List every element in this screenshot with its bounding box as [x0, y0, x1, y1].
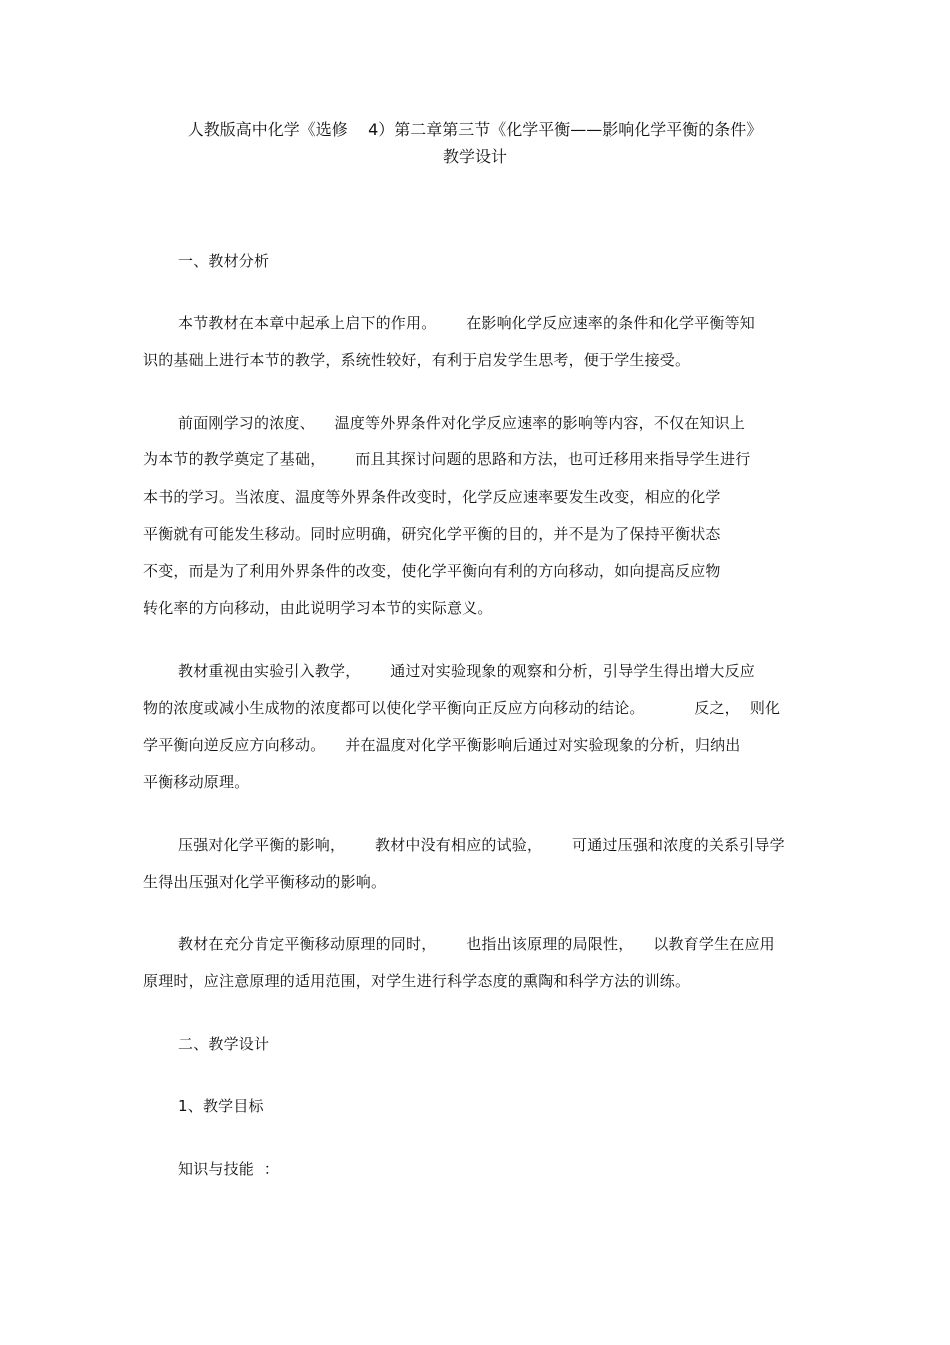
paragraph-3-line-3: 学平衡向逆反应方向移动。 并在温度对化学平衡影响后通过对实验现象的分析，归纳出: [143, 736, 741, 754]
subheading-knowledge-skills: 知识与技能 ：: [178, 1160, 280, 1178]
subheading-teaching-goals: 1、教学目标: [178, 1097, 264, 1115]
document-title-line-1: 人教版高中化学《选修 4）第二章第三节《化学平衡——影响化学平衡的条件》: [187, 120, 763, 139]
paragraph-1-line-2: 识的基础上进行本节的教学，系统性较好，有利于启发学生思考，便于学生接受。: [143, 351, 691, 369]
paragraph-2-line-5: 不变，而是为了利用外界条件的改变，使化学平衡向有利的方向移动，如向提高反应物: [143, 562, 721, 580]
paragraph-5-line-1: 教材在充分肯定平衡移动原理的同时， 也指出该原理的局限性， 以教育学生在应用: [178, 935, 775, 953]
paragraph-4-line-1: 压强对化学平衡的影响， 教材中没有相应的试验， 可通过压强和浓度的关系引导学: [178, 836, 785, 854]
paragraph-5-line-2: 原理时，应注意原理的适用范围，对学生进行科学态度的熏陶和科学方法的训练。: [143, 972, 691, 990]
document-title-line-2: 教学设计: [442, 147, 507, 166]
paragraph-3-line-4: 平衡移动原理。: [143, 773, 250, 791]
paragraph-2-line-4: 平衡就有可能发生移动。同时应明确，研究化学平衡的目的，并不是为了保持平衡状态: [143, 525, 721, 543]
paragraph-2-line-3: 本书的学习。当浓度、温度等外界条件改变时，化学反应速率要发生改变，相应的化学: [143, 488, 721, 506]
section-heading-textbook-analysis: 一、教材分析: [178, 252, 270, 270]
paragraph-3-line-2: 物的浓度或减小生成物的浓度都可以使化学平衡向正反应方向移动的结论。 反之， 则化: [143, 699, 781, 717]
paragraph-2-line-6: 转化率的方向移动，由此说明学习本节的实际意义。: [143, 599, 493, 617]
section-heading-teaching-design: 二、教学设计: [178, 1035, 270, 1053]
paragraph-2-line-2: 为本节的教学奠定了基础， 而且其探讨问题的思路和方法，也可迁移用来指导学生进行: [143, 450, 751, 468]
paragraph-2-line-1: 前面刚学习的浓度、 温度等外界条件对化学反应速率的影响等内容，不仅在知识上: [178, 414, 746, 432]
paragraph-3-line-1: 教材重视由实验引入教学， 通过对实验现象的观察和分析，引导学生得出增大反应: [178, 662, 756, 680]
paragraph-4-line-2: 生得出压强对化学平衡移动的影响。: [143, 873, 387, 891]
paragraph-1-line-1: 本节教材在本章中起承上启下的作用。 在影响化学反应速率的条件和化学平衡等知: [178, 314, 756, 332]
